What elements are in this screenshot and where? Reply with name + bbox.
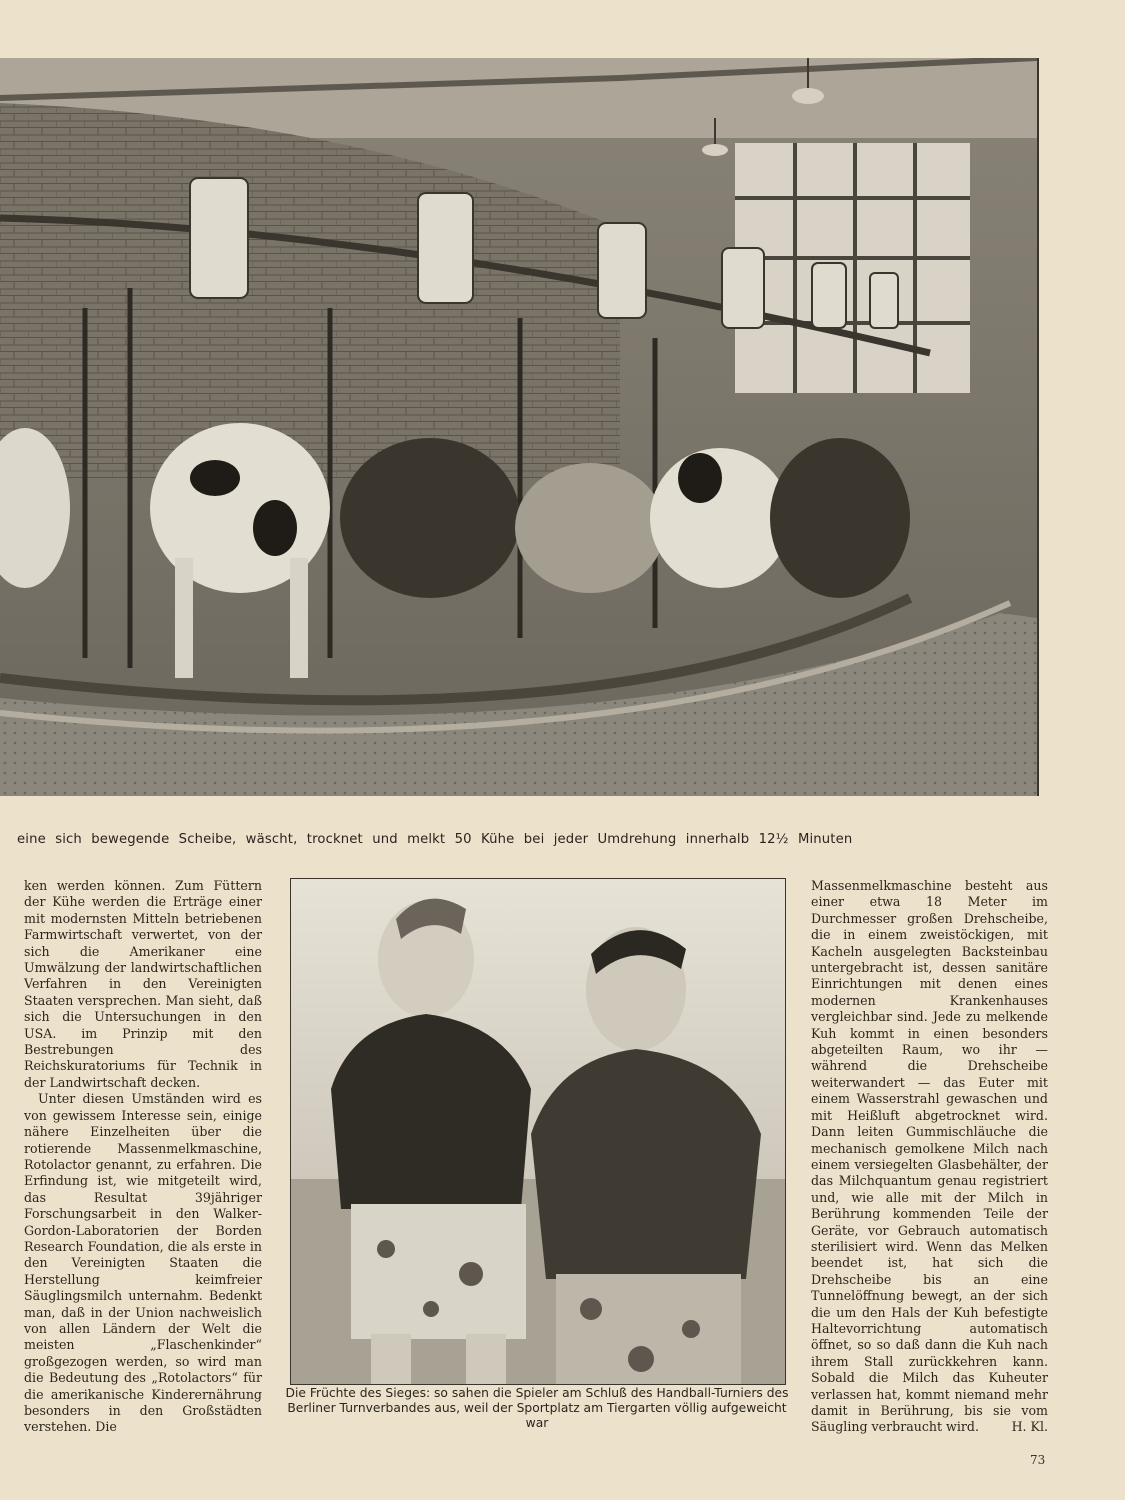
page-number: 73: [1030, 1453, 1046, 1467]
rotolactor-photo: [0, 58, 1039, 796]
article-column-left: [24, 878, 262, 1436]
paragraph: [811, 878, 1048, 1436]
handball-photo-caption: Die Früchte des Sieges: so sahen die Spieler am Schluß des Handball-Turniers des Berliner Turnverbandes aus, weil der Sportplatz am Tiergarten völlig aufgeweicht war: [285, 1386, 789, 1430]
author-signature: H. Kl.: [1011, 1419, 1048, 1435]
paragraph-text: Massenmelkmaschine besteht aus einer etwa 18 Meter im Durchmesser großen Drehscheibe, die in einem zweistöckigen, mit Kacheln ausgelegten Backsteinbau untergebracht ist, dessen sanitäre Einrichtungen mit denen eines modernen Krankenhauses vergleichbar sind. Jede zu melkende Kuh kommt in einen besonders abgeteilten Raum, wo ihr — während die Drehscheibe weiterwandert — das Euter mit einem Wasserstrahl gewaschen und mit Heißluft abgetrocknet wird. Dann leiten Gummischläuche die mechanisch gemolkene Milch nach einem versiegelten Glasbehälter, der das Milchquantum genau registriert und, wie alle mit der Milch in Berührung kommenden Teile der Geräte, vor Gebrauch automatisch sterilisiert wird. Wenn das Melken beendet ist, hat sich die Drehscheibe bis an eine Tunnelöffnung bewegt, an der sich die um den Hals der Kuh befestigte Haltevorrichtung automatisch öffnet, so so daß dann die Kuh nach ihrem Stall zurückkehren kann. Sobald die Milch das Kuheuter verlassen hat, kommt niemand mehr damit in Berührung, bis sie vom Säugling verbraucht wird.: [811, 878, 1048, 1435]
paragraph: ken werden können. Zum Füttern der Kühe werden die Erträge einer mit modernsten Mitteln betriebenen Farmwirtschaft verwertet, von der sich die Amerikaner eine Umwälzung der landwirtschaftlichen Verfahren in den Vereinigten Staaten versprechen. Man sieht, daß sich die Untersuchungen in den USA. im Prinzip mit den Bestrebungen des Reichskuratoriums für Technik in der Landwirtschaft decken.: [24, 878, 262, 1090]
paragraph: Unter diesen Umständen wird es von gewissem Interesse sein, einige nähere Einzelheiten über die rotierende Massenmelkmaschine, Rotolactor genannt, zu erfahren. Die Erfindung ist, wie mitgeteilt wird, das Resultat 39jähriger Forschungsarbeit in den Walker-Gordon-Laboratorien der Borden Research Foundation, die als erste in den Vereinigten Staaten die Herstellung keimfreier Säuglingsmilch unternahm. Bedenkt man, daß in der Union nachweislich von allen Ländern der Welt die meisten „Flaschenkinder“ großgezogen werden, so wird man die Bedeutung des „Rotolactors“ für die amerikanische Kinderernährung besonders in den Großstädten verstehen. Die: [24, 1091, 262, 1435]
top-photo-caption: eine sich bewegende Scheibe, wäscht, trocknet und melkt 50 Kühe bei jeder Umdrehung innerhalb 12½ Minuten: [17, 832, 853, 847]
article-column-right: [811, 878, 1048, 1436]
handball-players-photo: [290, 878, 786, 1385]
